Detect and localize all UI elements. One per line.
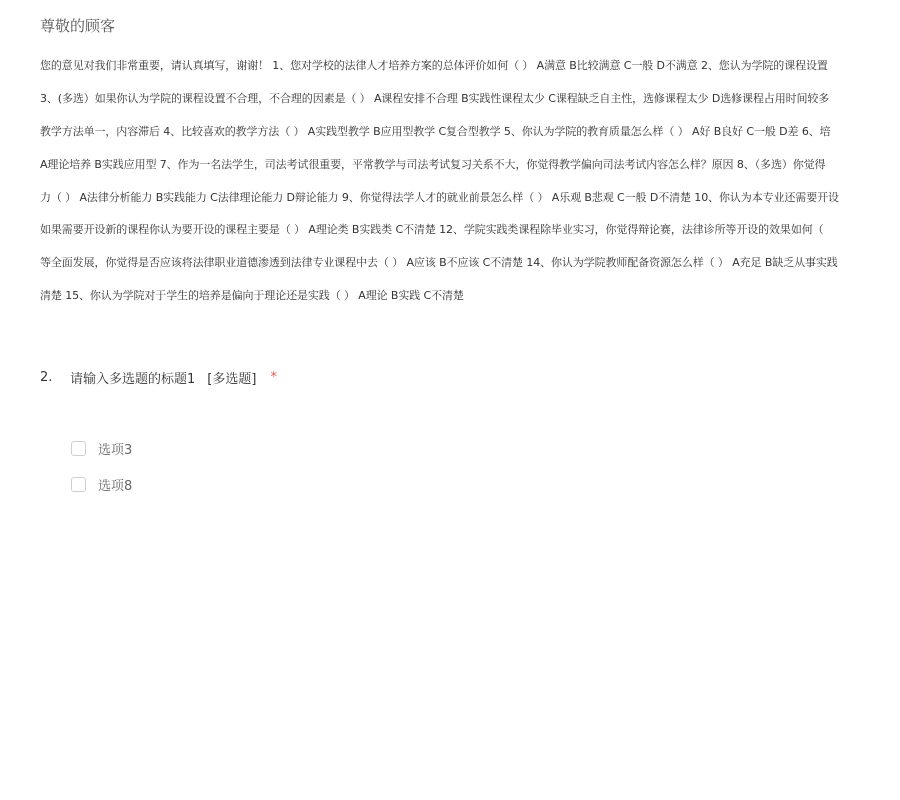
description-line: 等全面发展，你觉得是否应该将法律职业道德渗透到法律专业课程中去（ ） A应该 B不应该 C不清楚 14、你认为学院教师配备资源怎么样（ ） A充足 B缺乏从事实践 [40, 256, 838, 270]
question-header [40, 366, 277, 388]
description-line: 3、(多选）如果你认为学院的课程设置不合理，不合理的因素是（ ） A课程安排不合理 B实践性课程太少 C课程缺乏自主性，选修课程太少 D选修课程占用时间较多 [40, 91, 830, 105]
checkbox[interactable] [71, 477, 86, 492]
description-line: 您的意见对我们非常重要，请认真填写，谢谢！ 1、您对学校的法律人才培养方案的总体评价如何（ ） A满意 B比较满意 C一般 D不满意 2、您认为学院的课程设置 [40, 59, 828, 72]
question-title: 请输入多选题的标题1 [70, 371, 196, 387]
description-line: 清楚 15、你认为学院对于学生的培养是偏向于理论还是实践（ ） A理论 B实践 C不清楚 [40, 289, 464, 303]
description-line: 力（ ） A法律分析能力 B实践能力 C法律理论能力 D辩论能力 9、你觉得法学人才的就业前景怎么样（ ） A乐观 B悲观 C一般 D不清楚 10、你认为本专业还需要开设 [40, 190, 839, 204]
description-line: A理论培养 B实践应用型 7、作为一名法学生，司法考试很重要，平常教学与司法考试复习关系不大，你觉得教学偏向司法考试内容怎么样？原因 8、（多选）你觉得 [40, 157, 826, 171]
survey-description [40, 54, 900, 317]
option-item[interactable] [71, 438, 132, 458]
option-label: 选项8 [98, 478, 133, 494]
description-line: 教学方法单一，内容滞后 4、比较喜欢的教学方法（ ） A实践型教学 B应用型教学 C复合型教学 5、你认为学院的教育质量怎么样（ ） A好 B良好 C一般 D差 6、培 [40, 124, 831, 138]
page-greeting: 尊敬的顾客 [40, 17, 116, 35]
required-mark: * [270, 369, 277, 385]
option-label: 选项3 [98, 442, 133, 458]
question-type-tag: [多选题] [207, 371, 257, 387]
checkbox[interactable] [71, 441, 86, 456]
option-item[interactable] [71, 474, 132, 494]
description-line: 如果需要开设新的课程你认为要开设的课程主要是（ ） A理论类 B实践类 C不清楚 12、学院实践类课程除毕业实习，你觉得辩论赛，法律诊所等开设的效果如何（ [40, 223, 824, 237]
question-number: 2. [40, 369, 53, 385]
option-list [71, 438, 132, 510]
